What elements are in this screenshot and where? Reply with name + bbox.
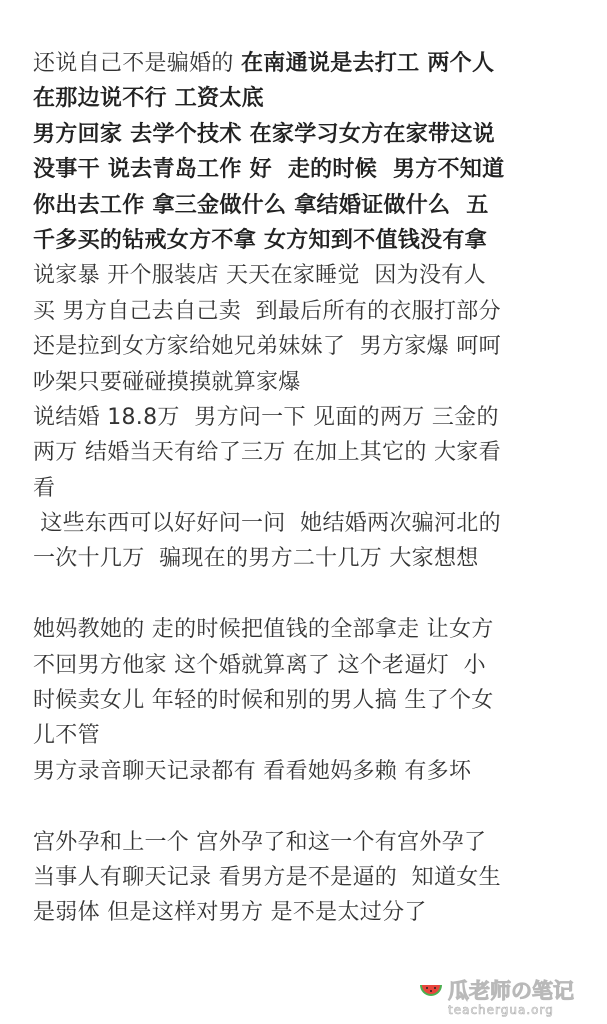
text-normal: 儿不管 (33, 723, 100, 749)
text-normal: 男方录音聊天记录都有 看看她妈多赖 有多坏 (33, 758, 472, 784)
text-normal: 她妈教她的 走的时候把值钱的全部拿走 让女方 (33, 617, 494, 643)
text-normal: 是弱体 但是这样对男方 是不是太过分了 (33, 900, 427, 926)
text-line (33, 223, 593, 258)
text-bold: 在那边说不行 工资太底 (33, 86, 264, 112)
text-line (33, 258, 593, 293)
text-line (33, 718, 593, 753)
text-line (33, 683, 593, 718)
watermark-title: 瓜老师の笔记 (448, 979, 574, 1003)
text-line (33, 541, 593, 576)
watermelon-icon (418, 977, 444, 1003)
text-normal: 还说自己不是骗婚的 (33, 51, 241, 76)
watermark (418, 975, 598, 1020)
text-normal: 这些东西可以好好问一问 她结婚两次骗河北的 (33, 511, 501, 537)
text-line (33, 506, 593, 541)
text-bold: 在南通说是去打工 两个人 (241, 51, 495, 76)
text-normal: 买 男方自己去自己卖 到最后所有的衣服打部分 (33, 298, 501, 324)
text-normal: 还是拉到女方家给她兄弟妹妹了 男方家爆 呵呵 (33, 334, 501, 360)
text-line (33, 789, 593, 824)
text-bold: 没事干 说去青岛工作 好 走的时候 男方不知道 (33, 157, 505, 183)
text-bold: 你出去工作 拿三金做什么 拿结婚证做什么 五 (33, 192, 489, 218)
text-normal: 看 (33, 475, 56, 501)
text-line (33, 81, 593, 116)
text-line (33, 329, 593, 364)
text-line (33, 117, 593, 152)
post-text (33, 46, 593, 931)
text-line (33, 577, 593, 612)
text-line (33, 294, 593, 329)
text-line (33, 365, 593, 400)
text-line (33, 188, 593, 223)
text-line (33, 400, 593, 435)
text-line (33, 435, 593, 470)
text-bold: 男方回家 去学个技术 在家学习女方在家带这说 (33, 121, 495, 147)
text-normal: 宫外孕和上一个 宫外孕了和这一个有宫外孕了 (33, 829, 487, 855)
text-normal: 不回男方他家 这个婚就算离了 这个老逼灯 小 (33, 652, 486, 678)
text-normal: 当事人有聊天记录 看男方是不是逼的 知道女生 (33, 864, 501, 890)
text-line (33, 648, 593, 683)
text-line (33, 754, 593, 789)
watermark-url: teachergua.org (448, 1003, 554, 1017)
text-line (33, 612, 593, 647)
text-normal: 两万 结婚当天有给了三万 在加上其它的 大家看 (33, 440, 501, 466)
text-line (33, 471, 593, 506)
text-normal: 时候卖女儿 年轻的时候和别的男人搞 生了个女 (33, 688, 494, 714)
text-bold: 千多买的钻戒女方不拿 女方知到不值钱没有拿 (33, 227, 487, 253)
text-normal: 吵架只要碰碰摸摸就算家爆 (33, 369, 301, 395)
text-line (33, 825, 593, 860)
text-line (33, 895, 593, 930)
text-line (33, 152, 593, 187)
text-normal: 说家暴 开个服装店 天天在家睡觉 因为没有人 (33, 263, 486, 289)
text-normal: 说结婚 18.8万 男方问一下 见面的两万 三金的 (33, 404, 499, 430)
text-line (33, 860, 593, 895)
text-line (33, 46, 593, 81)
text-normal: 一次十几万 骗现在的男方二十几万 大家想想 (33, 546, 479, 572)
